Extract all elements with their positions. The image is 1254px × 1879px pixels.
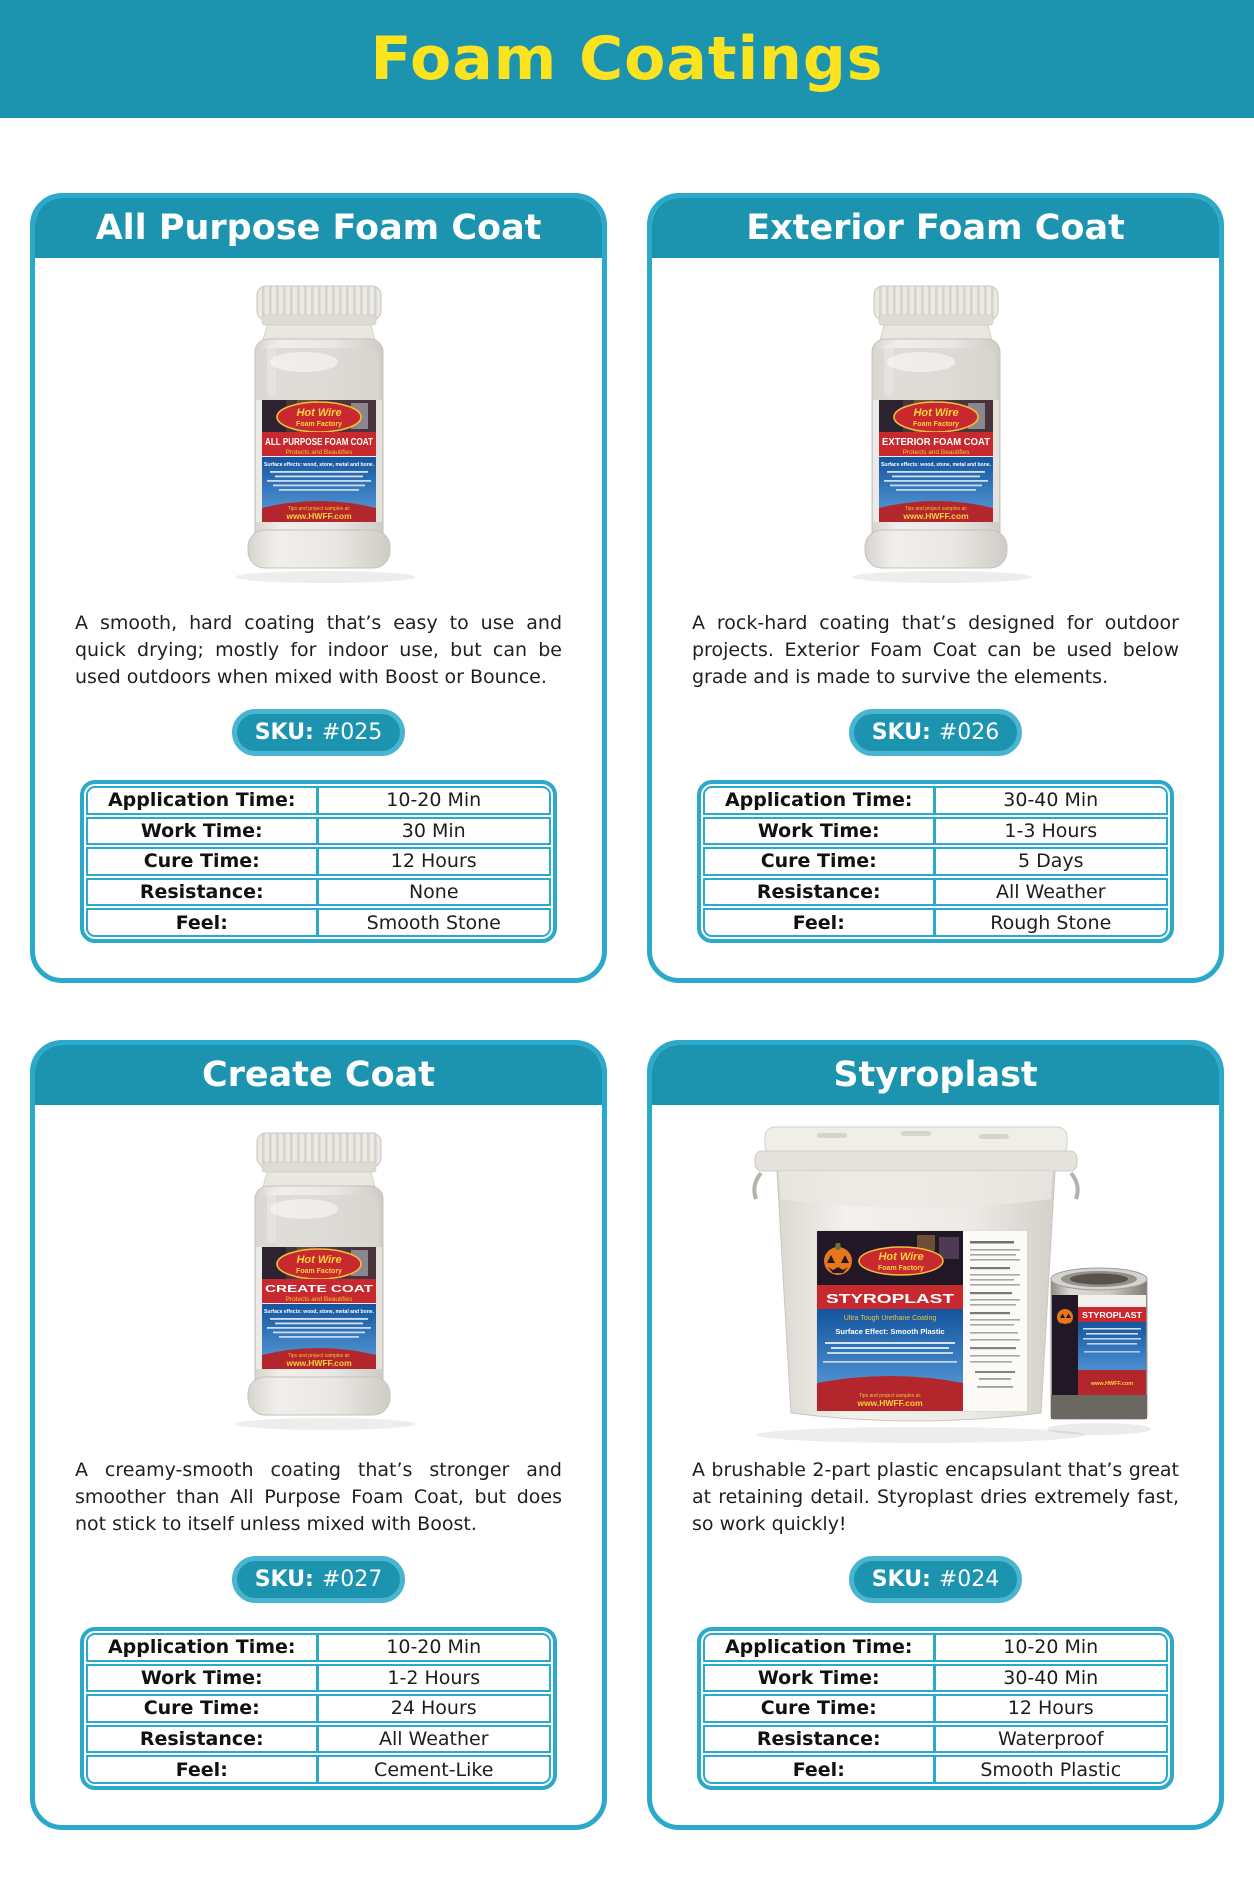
- spec-row: [86, 817, 551, 846]
- spec-label: Work Time:: [88, 1666, 319, 1691]
- sku-zone: [652, 705, 1219, 780]
- sku-prefix: SKU:: [254, 720, 314, 745]
- spec-row: [703, 1725, 1168, 1754]
- spec-value: 30-40 Min: [1003, 1666, 1099, 1689]
- pumpkin-icon: [1057, 1309, 1073, 1325]
- product-description: A rock-hard coating that’s designed for outdoor projects. Exterior Foam Coat can be used below grade and is made to survive the elements.: [692, 612, 1179, 688]
- card-header: [652, 198, 1219, 258]
- product-card-styroplast: [647, 1040, 1224, 1830]
- page-title: Foam Coatings: [370, 24, 884, 94]
- spec-value: None: [408, 881, 459, 904]
- spec-label: Cure Time:: [705, 1696, 936, 1721]
- brand-logo: [277, 1249, 361, 1279]
- spec-value: 10-20 Min: [386, 1636, 482, 1659]
- label-subtitle: Protects and Beautifies: [285, 1296, 352, 1303]
- jar-illustration: [199, 1129, 439, 1431]
- brand-name-line1: Hot Wire: [912, 407, 959, 419]
- brand-name-line2: Foam Factory: [877, 1265, 924, 1272]
- spec-row: [86, 908, 551, 937]
- spec-value: All Weather: [995, 881, 1106, 904]
- brand-name-line2: Foam Factory: [295, 421, 342, 428]
- spec-label: Application Time:: [705, 788, 936, 813]
- label-subtitle: Protects and Beautifies: [902, 449, 969, 456]
- brand-logo: [894, 402, 978, 432]
- spec-row: [703, 908, 1168, 937]
- spec-label: Application Time:: [705, 1635, 936, 1660]
- label-product-title: EXTERIOR FOAM COAT: [881, 437, 990, 448]
- label-effects: Surface effects: wood, stone, metal and bone.: [880, 462, 991, 468]
- product-name: Styroplast: [833, 1055, 1038, 1095]
- jar-illustration: [816, 282, 1056, 584]
- sku-zone: [35, 705, 602, 780]
- brand-name-line2: Foam Factory: [912, 421, 959, 428]
- sku-number: #026: [938, 720, 1000, 745]
- spec-row: [86, 786, 551, 815]
- spec-value: Rough Stone: [990, 911, 1112, 934]
- label-effects: Surface effects: wood, stone, metal and bone.: [263, 1309, 374, 1315]
- bucket-illustration: [721, 1115, 1151, 1445]
- brand-name-line2: Foam Factory: [295, 1268, 342, 1275]
- spec-value: 30 Min: [401, 819, 466, 842]
- spec-value: 30-40 Min: [1003, 789, 1099, 812]
- spec-row: [86, 1755, 551, 1784]
- spec-table: [697, 1627, 1174, 1790]
- spec-label: Work Time:: [88, 819, 319, 844]
- brand-name-line1: Hot Wire: [295, 407, 342, 419]
- label-tips: Tips and project samples at:: [287, 1353, 350, 1359]
- sku-badge: [232, 1556, 406, 1603]
- product-name: Create Coat: [201, 1055, 436, 1095]
- spec-value: 24 Hours: [390, 1697, 477, 1720]
- spec-value: All Weather: [378, 1728, 489, 1751]
- can-illustration: [1051, 1268, 1147, 1419]
- spec-value: 12 Hours: [1007, 1697, 1094, 1720]
- card-header: [35, 198, 602, 258]
- product-card-all-purpose-foam-coat: [30, 193, 607, 983]
- sku-prefix: SKU:: [254, 1567, 314, 1592]
- spec-label: Cure Time:: [88, 1696, 319, 1721]
- brand-name-line1: Hot Wire: [877, 1251, 924, 1263]
- spec-row: [703, 786, 1168, 815]
- card-header: [35, 1045, 602, 1105]
- product-photo: [35, 258, 602, 608]
- spec-value: Smooth Plastic: [980, 1758, 1122, 1781]
- label-product-title: STYROPLAST: [825, 1291, 954, 1306]
- page-banner: [0, 0, 1254, 118]
- spec-value: 12 Hours: [390, 850, 477, 873]
- sku-number: #025: [321, 720, 383, 745]
- label-instructions-panel: [963, 1231, 1027, 1411]
- spec-label: Application Time:: [88, 1635, 319, 1660]
- label-product-title: CREATE COAT: [264, 1284, 373, 1295]
- spec-row: [703, 817, 1168, 846]
- spec-label: Resistance:: [705, 1727, 936, 1752]
- label-tips: Tips and project samples at:: [904, 506, 967, 512]
- spec-label: Feel:: [705, 910, 936, 935]
- label-url: www.HWFF.com: [856, 1398, 923, 1408]
- brand-name-line1: Hot Wire: [295, 1254, 342, 1266]
- spec-label: Cure Time:: [88, 849, 319, 874]
- spec-label: Resistance:: [88, 1727, 319, 1752]
- spec-row: [703, 1664, 1168, 1693]
- can-label-title: STYROPLAST: [1081, 1311, 1142, 1320]
- product-photo: [652, 258, 1219, 608]
- can-label-url: www.HWFF.com: [1090, 1381, 1133, 1387]
- spec-value: Cement-Like: [374, 1758, 494, 1781]
- spec-row: [703, 1755, 1168, 1784]
- product-card-create-coat: [30, 1040, 607, 1830]
- spec-label: Resistance:: [705, 880, 936, 905]
- product-description: A smooth, hard coating that’s easy to use and quick drying; mostly for indoor use, but can be used outdoors when mixed with Boost or Bounce.: [75, 612, 562, 688]
- spec-row: [703, 847, 1168, 876]
- label-effects: Surface effects: wood, stone, metal and bone.: [263, 462, 374, 468]
- sku-badge: [849, 1556, 1023, 1603]
- sku-prefix: SKU:: [871, 720, 931, 745]
- label-subtitle: Ultra Tough Urethane Coating: [843, 1315, 936, 1322]
- spec-row: [86, 878, 551, 907]
- spec-value: 10-20 Min: [1003, 1636, 1099, 1659]
- spec-table: [80, 1627, 557, 1790]
- spec-row: [86, 847, 551, 876]
- spec-label: Resistance:: [88, 880, 319, 905]
- spec-table: [80, 780, 557, 943]
- product-description: A creamy-smooth coating that’s stronger and smoother than All Purpose Foam Coat, but does not stick to itself unless mixed with Boost.: [75, 1459, 562, 1535]
- brand-logo: [277, 402, 361, 432]
- spec-label: Work Time:: [705, 819, 936, 844]
- sku-number: #024: [938, 1567, 1000, 1592]
- sku-number: #027: [321, 1567, 383, 1592]
- sku-zone: [35, 1552, 602, 1627]
- spec-row: [86, 1725, 551, 1754]
- sku-badge: [849, 709, 1023, 756]
- sku-badge: [232, 709, 406, 756]
- bucket-handle: [754, 1173, 761, 1199]
- spec-value: Smooth Stone: [366, 911, 501, 934]
- label-tips: Tips and project samples at:: [287, 506, 350, 512]
- product-grid: [0, 118, 1254, 1879]
- spec-label: Work Time:: [705, 1666, 936, 1691]
- spec-label: Feel:: [88, 1757, 319, 1782]
- product-description: A brushable 2-part plastic encapsulant that’s great at retaining detail. Styroplast dries extremely fast, so work quickly!: [692, 1459, 1179, 1535]
- spec-label: Feel:: [88, 910, 319, 935]
- label-url: www.HWFF.com: [902, 511, 969, 521]
- product-name: All Purpose Foam Coat: [95, 208, 542, 248]
- product-photo: [35, 1105, 602, 1455]
- label-product-title: ALL PURPOSE FOAM COAT: [264, 437, 373, 448]
- label-effects: Surface Effect: Smooth Plastic: [834, 1327, 945, 1336]
- sku-prefix: SKU:: [871, 1567, 931, 1592]
- spec-label: Cure Time:: [705, 849, 936, 874]
- spec-value: 10-20 Min: [386, 789, 482, 812]
- label-url: www.HWFF.com: [285, 511, 352, 521]
- product-name: Exterior Foam Coat: [746, 208, 1125, 248]
- spec-value: 1-3 Hours: [1004, 819, 1098, 842]
- brand-logo: [859, 1247, 943, 1275]
- sku-zone: [652, 1552, 1219, 1627]
- spec-row: [703, 1633, 1168, 1662]
- spec-value: Waterproof: [997, 1728, 1104, 1751]
- spec-row: [703, 878, 1168, 907]
- spec-label: Application Time:: [88, 788, 319, 813]
- label-subtitle: Protects and Beautifies: [285, 449, 352, 456]
- jar-illustration: [199, 282, 439, 584]
- spec-row: [86, 1633, 551, 1662]
- spec-row: [86, 1694, 551, 1723]
- spec-row: [86, 1664, 551, 1693]
- spec-value: 5 Days: [1017, 850, 1084, 873]
- spec-table: [697, 780, 1174, 943]
- spec-row: [703, 1694, 1168, 1723]
- card-header: [652, 1045, 1219, 1105]
- product-card-exterior-foam-coat: [647, 193, 1224, 983]
- label-tips: Tips and project samples at:: [858, 1393, 921, 1399]
- spec-value: 1-2 Hours: [387, 1666, 481, 1689]
- spec-label: Feel:: [705, 1757, 936, 1782]
- label-url: www.HWFF.com: [285, 1358, 352, 1368]
- product-photo: [652, 1105, 1219, 1455]
